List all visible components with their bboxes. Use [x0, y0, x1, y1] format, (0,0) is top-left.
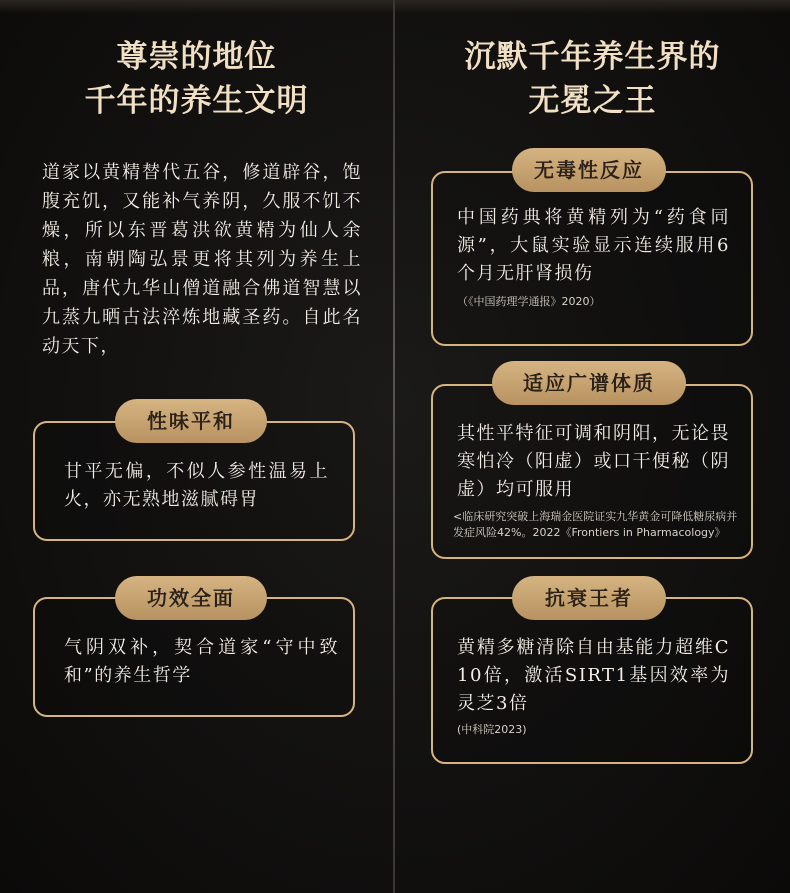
card-non-toxic-source: （《中国药理学通报》2020） [457, 295, 601, 308]
card-anti-aging-title: 抗衰王者 [512, 576, 666, 620]
card-broad-constitution-title: 适应广谱体质 [492, 361, 686, 405]
card-anti-aging-text: 黄精多糖清除自由基能力超维C 10倍，激活SIRT1基因效率为灵芝3倍 [457, 637, 730, 714]
card-broad-constitution-text: 其性平特征可调和阴阳，无论畏寒怕冷（阳虚）或口干便秘（阴虚）均可服用 [457, 423, 730, 500]
right-heading-line1: 沉默千年养生界的 [464, 39, 721, 75]
right-heading [395, 35, 790, 123]
left-intro-paragraph: 道家以黄精替代五谷，修道辟谷，饱腹充饥，又能补气养阴，久服不饥不燥，所以东晋葛洪欲黄精为仙人余粮，南朝陶弘景更将其列为养生上品，唐代九华山僧道融合佛道智慧以九蒸九晒古法淬炼地藏圣药。自此名动天下， [42, 162, 362, 357]
card-comprehensive-effect-text: 气阴双补，契合道家“守中致和”的养生哲学 [64, 637, 339, 686]
card-comprehensive-effect-title: 功效全面 [115, 576, 267, 620]
right-heading-line2: 无冕之王 [528, 83, 657, 119]
card-mild-nature-text: 甘平无偏，不似人参性温易上火，亦无熟地滋腻碍胃 [64, 461, 329, 510]
card-anti-aging-source: (中科院2023) [457, 723, 527, 736]
left-heading-line2: 千年的养生文明 [84, 83, 309, 119]
left-column [0, 0, 393, 893]
card-non-toxic-text: 中国药典将黄精列为“药食同源”，大鼠实验显示连续服用6个月无肝肾损伤 [457, 207, 730, 284]
card-non-toxic-title: 无毒性反应 [512, 148, 666, 192]
right-column [395, 0, 790, 893]
card-broad-constitution-source: <临床研究突破上海瑞金医院证实九华黄金可降低糖尿病并发症风险42%。2022《Frontiers in Pharmacology》 [453, 510, 738, 539]
left-heading-line1: 尊崇的地位 [116, 39, 277, 75]
card-mild-nature-title: 性味平和 [115, 399, 267, 443]
left-heading [0, 35, 393, 123]
